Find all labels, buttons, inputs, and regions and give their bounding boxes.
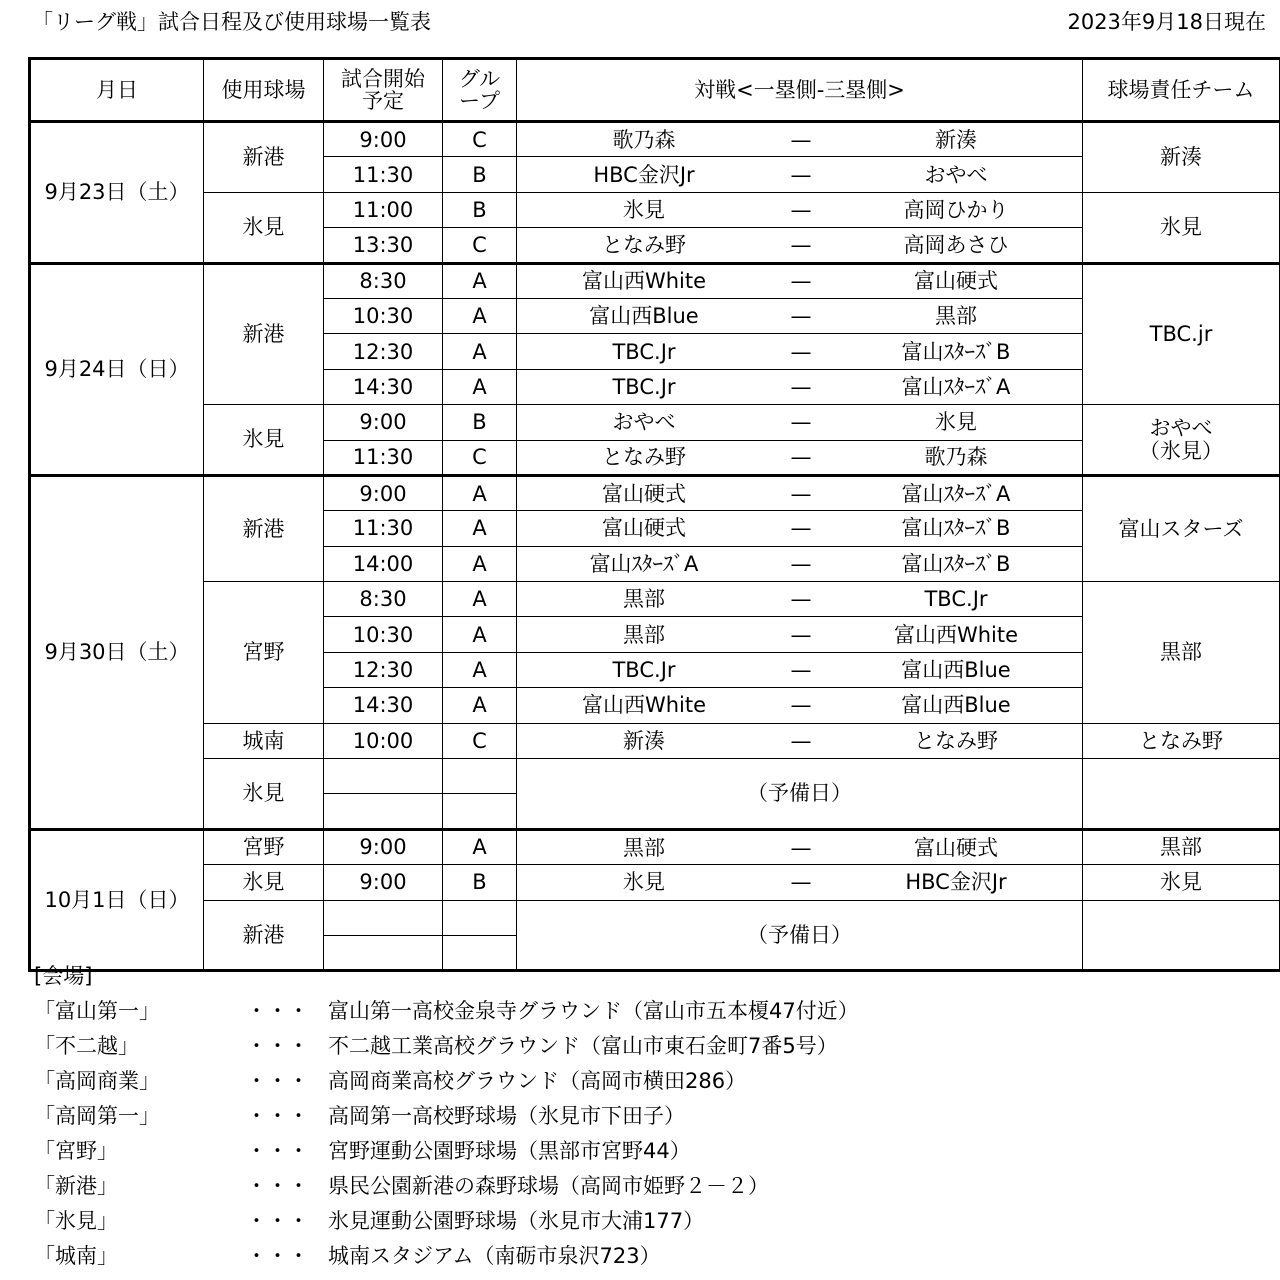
- table-row: [30, 263, 1280, 298]
- table-row: [30, 829, 1280, 864]
- matchup-cell: [517, 546, 1083, 581]
- third-base-team: 富山西Blue: [901, 658, 1011, 683]
- versus-dash: —: [790, 269, 812, 294]
- versus-dash: —: [790, 870, 812, 895]
- header-date: 月日: [30, 59, 204, 122]
- group-cell: B: [443, 865, 517, 900]
- matchup-cell: [517, 511, 1083, 546]
- responsible-team-cell: [1083, 900, 1280, 971]
- versus-dash: —: [790, 658, 812, 683]
- responsible-team-note: （氷見）: [1139, 438, 1223, 463]
- venue-row: [34, 1204, 859, 1239]
- versus-dash: —: [790, 728, 812, 753]
- matchup-cell: [517, 865, 1083, 900]
- venue-description: 高岡第一高校野球場（氷見市下田子）: [328, 1104, 685, 1128]
- group-cell: B: [443, 405, 517, 440]
- responsible-team: 黒部: [1160, 835, 1202, 860]
- first-base-team: 新湊: [623, 728, 665, 753]
- responsible-team: となみ野: [1139, 728, 1223, 753]
- field-cell: 宮野: [204, 582, 324, 724]
- responsible-team-cell: [1083, 829, 1280, 864]
- matchup-cell: [517, 617, 1083, 652]
- start-time-cell: 10:30: [324, 298, 443, 333]
- first-base-team: おやべ: [612, 410, 676, 435]
- field-cell: 氷見: [204, 759, 324, 830]
- third-base-team: 富山ｽﾀｰｽﾞA: [901, 481, 1011, 506]
- matchup: [517, 370, 1082, 404]
- venue-description: 氷見運動公園野球場（氷見市大浦177）: [328, 1209, 705, 1233]
- responsible-team-cell: [1083, 263, 1280, 405]
- responsible-team-cell: [1083, 759, 1280, 830]
- group-cell: A: [443, 511, 517, 546]
- first-base-team: TBC.Jr: [612, 374, 676, 399]
- versus-dash: —: [790, 516, 812, 541]
- versus-dash: —: [790, 162, 812, 187]
- table-row: [30, 582, 1280, 617]
- matchup-cell: [517, 440, 1083, 475]
- versus-dash: —: [790, 232, 812, 257]
- third-base-team: 歌乃森: [924, 445, 988, 470]
- first-base-team: 氷見: [623, 197, 665, 222]
- first-base-team: TBC.Jr: [612, 658, 676, 683]
- venue-separator: ・・・: [246, 1174, 309, 1198]
- group-cell: A: [443, 334, 517, 369]
- matchup: [517, 688, 1082, 722]
- versus-dash: —: [790, 445, 812, 470]
- table-row: [30, 405, 1280, 440]
- table-row: [30, 759, 1280, 794]
- first-base-team: HBC金沢Jr: [593, 162, 695, 187]
- field-cell: 宮野: [204, 829, 324, 864]
- venue-description: 県民公園新港の森野球場（高岡市姫野２－２）: [328, 1174, 769, 1198]
- start-time-cell: 9:00: [324, 865, 443, 900]
- field-cell: 新港: [204, 475, 324, 581]
- start-time-cell: 9:00: [324, 829, 443, 864]
- first-base-team: 富山西White: [581, 693, 707, 718]
- versus-dash: —: [790, 304, 812, 329]
- start-time-cell: 11:00: [324, 192, 443, 227]
- first-base-team: 黒部: [623, 587, 665, 612]
- venue-short-name: 「不二越」: [34, 1034, 139, 1058]
- group-cell: C: [443, 723, 517, 758]
- versus-dash: —: [790, 693, 812, 718]
- third-base-team: おやべ: [924, 162, 988, 187]
- start-time-cell: 9:00: [324, 475, 443, 510]
- matchup: [517, 617, 1082, 651]
- venue-short-name: 「宮野」: [34, 1139, 118, 1163]
- matchup-cell: [517, 192, 1083, 227]
- group-cell: A: [443, 688, 517, 723]
- versus-dash: —: [790, 339, 812, 364]
- venue-row: [34, 1169, 859, 1204]
- header-responsible-team: 球場責任チーム: [1083, 59, 1280, 122]
- venue-separator: ・・・: [246, 1069, 309, 1093]
- matchup: [517, 265, 1082, 298]
- table-row: [30, 122, 1280, 157]
- reserve-day-cell: （予備日）: [517, 900, 1083, 971]
- matchup: [517, 865, 1082, 899]
- start-time-cell: 9:00: [324, 405, 443, 440]
- group-cell: C: [443, 122, 517, 157]
- third-base-team: 黒部: [935, 304, 977, 329]
- matchup-cell: [517, 334, 1083, 369]
- responsible-team-cell: [1083, 582, 1280, 724]
- venue-separator: ・・・: [246, 1034, 309, 1058]
- first-base-team: 富山硬式: [602, 481, 686, 506]
- table-row: [30, 865, 1280, 900]
- responsible-team: 富山スターズ: [1118, 516, 1244, 541]
- matchup: [517, 724, 1082, 758]
- matchup: [517, 582, 1082, 616]
- third-base-team: HBC金沢Jr: [905, 870, 1007, 895]
- start-time-cell: 14:30: [324, 688, 443, 723]
- start-time-cell: [324, 759, 443, 794]
- group-cell: A: [443, 617, 517, 652]
- table-row: [30, 192, 1280, 227]
- third-base-team: 富山ｽﾀｰｽﾞA: [901, 374, 1011, 399]
- venue-description: 城南スタジアム（南砺市泉沢723）: [328, 1244, 661, 1268]
- start-time-cell: 13:30: [324, 228, 443, 263]
- responsible-team-cell: [1083, 405, 1280, 476]
- matchup: [517, 334, 1082, 368]
- group-cell: [443, 794, 517, 829]
- venue-description: 不二越工業高校グラウンド（富山市東石金町7番5号）: [328, 1034, 838, 1058]
- venue-row: [34, 1239, 859, 1274]
- header-start-time: 試合開始 予定: [324, 59, 443, 122]
- matchup-cell: [517, 228, 1083, 263]
- field-cell: 城南: [204, 723, 324, 758]
- matchup-cell: [517, 157, 1083, 192]
- start-time-cell: 14:30: [324, 369, 443, 404]
- third-base-team: 富山西Blue: [901, 693, 1011, 718]
- matchup-cell: [517, 688, 1083, 723]
- third-base-team: 富山ｽﾀｰｽﾞB: [901, 516, 1011, 541]
- venue-separator: ・・・: [246, 1139, 309, 1163]
- matchup-cell: [517, 405, 1083, 440]
- third-base-team: 富山西White: [893, 622, 1019, 647]
- matchup: [517, 441, 1082, 474]
- table-row: [30, 475, 1280, 510]
- versus-dash: —: [790, 197, 812, 222]
- group-cell: C: [443, 228, 517, 263]
- third-base-team: 氷見: [935, 410, 977, 435]
- matchup: [517, 547, 1082, 581]
- matchup: [517, 193, 1082, 227]
- table-row: [30, 723, 1280, 758]
- venue-short-name: 「高岡第一」: [34, 1104, 160, 1128]
- reserve-day-cell: （予備日）: [517, 759, 1083, 830]
- responsible-team-cell: [1083, 475, 1280, 581]
- group-cell: [443, 900, 517, 935]
- versus-dash: —: [790, 410, 812, 435]
- matchup: [517, 299, 1082, 333]
- field-cell: 氷見: [204, 865, 324, 900]
- date-cell: 9月30日（土）: [30, 475, 204, 829]
- start-time-cell: 10:30: [324, 617, 443, 652]
- first-base-team: となみ野: [602, 445, 686, 470]
- responsible-team: 氷見: [1160, 215, 1202, 240]
- venue-row: [34, 1099, 859, 1134]
- matchup: [517, 228, 1082, 261]
- versus-dash: —: [790, 127, 812, 152]
- header-group: グル ープ: [443, 59, 517, 122]
- matchup-cell: [517, 475, 1083, 510]
- first-base-team: 黒部: [623, 622, 665, 647]
- venue-short-name: 「高岡商業」: [34, 1069, 160, 1093]
- versus-dash: —: [790, 481, 812, 506]
- versus-dash: —: [790, 374, 812, 399]
- venue-short-name: 「新港」: [34, 1174, 118, 1198]
- venue-row: [34, 1029, 859, 1064]
- schedule-body: [30, 122, 1280, 971]
- venue-separator: ・・・: [246, 1209, 309, 1233]
- third-base-team: となみ野: [914, 728, 998, 753]
- matchup-cell: [517, 263, 1083, 298]
- venue-separator: ・・・: [246, 999, 309, 1023]
- responsible-team-cell: [1083, 122, 1280, 193]
- matchup-cell: [517, 369, 1083, 404]
- responsible-team-cell: [1083, 192, 1280, 263]
- as-of-date: 2023年9月18日現在: [1067, 10, 1266, 34]
- group-cell: A: [443, 263, 517, 298]
- third-base-team: 富山硬式: [914, 269, 998, 294]
- matchup-cell: [517, 723, 1083, 758]
- responsible-team: TBC.jr: [1149, 322, 1213, 347]
- group-cell: A: [443, 829, 517, 864]
- group-cell: A: [443, 369, 517, 404]
- field-cell: 氷見: [204, 192, 324, 263]
- matchup: [517, 477, 1082, 510]
- group-cell: A: [443, 475, 517, 510]
- group-cell: A: [443, 298, 517, 333]
- group-cell: A: [443, 546, 517, 581]
- responsible-team-cell: [1083, 723, 1280, 758]
- matchup: [517, 831, 1082, 864]
- start-time-cell: [324, 794, 443, 829]
- group-cell: B: [443, 192, 517, 227]
- header-matchup: 対戦<一塁側-三塁側>: [517, 59, 1083, 122]
- venue-short-name: 「氷見」: [34, 1209, 118, 1233]
- matchup: [517, 157, 1082, 191]
- third-base-team: 新湊: [935, 127, 977, 152]
- group-cell: C: [443, 440, 517, 475]
- first-base-team: となみ野: [602, 232, 686, 257]
- venue-separator: ・・・: [246, 1244, 309, 1268]
- field-cell: 新港: [204, 900, 324, 971]
- matchup-cell: [517, 298, 1083, 333]
- venue-description: 富山第一高校金泉寺グラウンド（富山市五本榎47付近）: [328, 999, 859, 1023]
- venue-description: 宮野運動公園野球場（黒部市宮野44）: [328, 1139, 691, 1163]
- first-base-team: 富山西White: [581, 269, 707, 294]
- start-time-cell: 14:00: [324, 546, 443, 581]
- matchup-cell: [517, 582, 1083, 617]
- versus-dash: —: [790, 551, 812, 576]
- versus-dash: —: [790, 622, 812, 647]
- group-cell: [443, 759, 517, 794]
- first-base-team: 富山硬式: [602, 516, 686, 541]
- venue-separator: ・・・: [246, 1104, 309, 1128]
- venue-row: [34, 1064, 859, 1099]
- versus-dash: —: [790, 587, 812, 612]
- first-base-team: 富山ｽﾀｰｽﾞA: [589, 551, 699, 576]
- field-cell: 新港: [204, 122, 324, 193]
- matchup: [517, 653, 1082, 687]
- first-base-team: 氷見: [623, 870, 665, 895]
- venue-list: [34, 958, 859, 1274]
- start-time-cell: 11:30: [324, 440, 443, 475]
- first-base-team: TBC.Jr: [612, 339, 676, 364]
- schedule-table: [28, 57, 1280, 972]
- third-base-team: TBC.Jr: [924, 587, 988, 612]
- matchup-cell: [517, 652, 1083, 687]
- responsible-team-cell: [1083, 865, 1280, 900]
- field-cell: 新港: [204, 263, 324, 405]
- matchup-cell: [517, 829, 1083, 864]
- matchup-cell: [517, 122, 1083, 157]
- start-time-cell: [324, 900, 443, 935]
- header-field: 使用球場: [204, 59, 324, 122]
- first-base-team: 富山西Blue: [589, 304, 699, 329]
- matchup: [517, 123, 1082, 156]
- matchup: [517, 405, 1082, 439]
- group-cell: A: [443, 652, 517, 687]
- date-cell: 9月24日（日）: [30, 263, 204, 475]
- versus-dash: —: [790, 835, 812, 860]
- first-base-team: 黒部: [623, 835, 665, 860]
- field-cell: 氷見: [204, 405, 324, 476]
- start-time-cell: 10:00: [324, 723, 443, 758]
- venue-short-name: 「城南」: [34, 1244, 118, 1268]
- group-cell: A: [443, 582, 517, 617]
- start-time-cell: 11:30: [324, 157, 443, 192]
- group-cell: B: [443, 157, 517, 192]
- third-base-team: 富山ｽﾀｰｽﾞB: [901, 339, 1011, 364]
- venue-row: [34, 1134, 859, 1169]
- start-time-cell: 12:30: [324, 334, 443, 369]
- document-title: 「リーグ戦」試合日程及び使用球場一覧表: [32, 10, 431, 34]
- first-base-team: 歌乃森: [612, 127, 676, 152]
- third-base-team: 富山硬式: [914, 835, 998, 860]
- responsible-team: 氷見: [1160, 870, 1202, 895]
- third-base-team: 富山ｽﾀｰｽﾞB: [901, 551, 1011, 576]
- venue-heading: [会場]: [34, 964, 93, 988]
- start-time-cell: 11:30: [324, 511, 443, 546]
- date-cell: 10月1日（日）: [30, 829, 204, 971]
- start-time-cell: 9:00: [324, 122, 443, 157]
- third-base-team: 高岡ひかり: [903, 197, 1009, 222]
- start-time-cell: 8:30: [324, 582, 443, 617]
- venue-description: 高岡商業高校グラウンド（高岡市横田286）: [328, 1069, 747, 1093]
- responsible-team: おやべ: [1149, 416, 1213, 441]
- venue-short-name: 「富山第一」: [34, 999, 160, 1023]
- start-time-cell: 8:30: [324, 263, 443, 298]
- start-time-cell: 12:30: [324, 652, 443, 687]
- table-row: [30, 900, 1280, 935]
- third-base-team: 高岡あさひ: [903, 232, 1009, 257]
- responsible-team: 黒部: [1160, 640, 1202, 665]
- matchup: [517, 511, 1082, 545]
- header-row: [30, 59, 1280, 122]
- date-cell: 9月23日（土）: [30, 122, 204, 264]
- responsible-team: 新湊: [1160, 145, 1202, 170]
- venue-row: [34, 994, 859, 1029]
- venue-rows: [34, 994, 859, 1274]
